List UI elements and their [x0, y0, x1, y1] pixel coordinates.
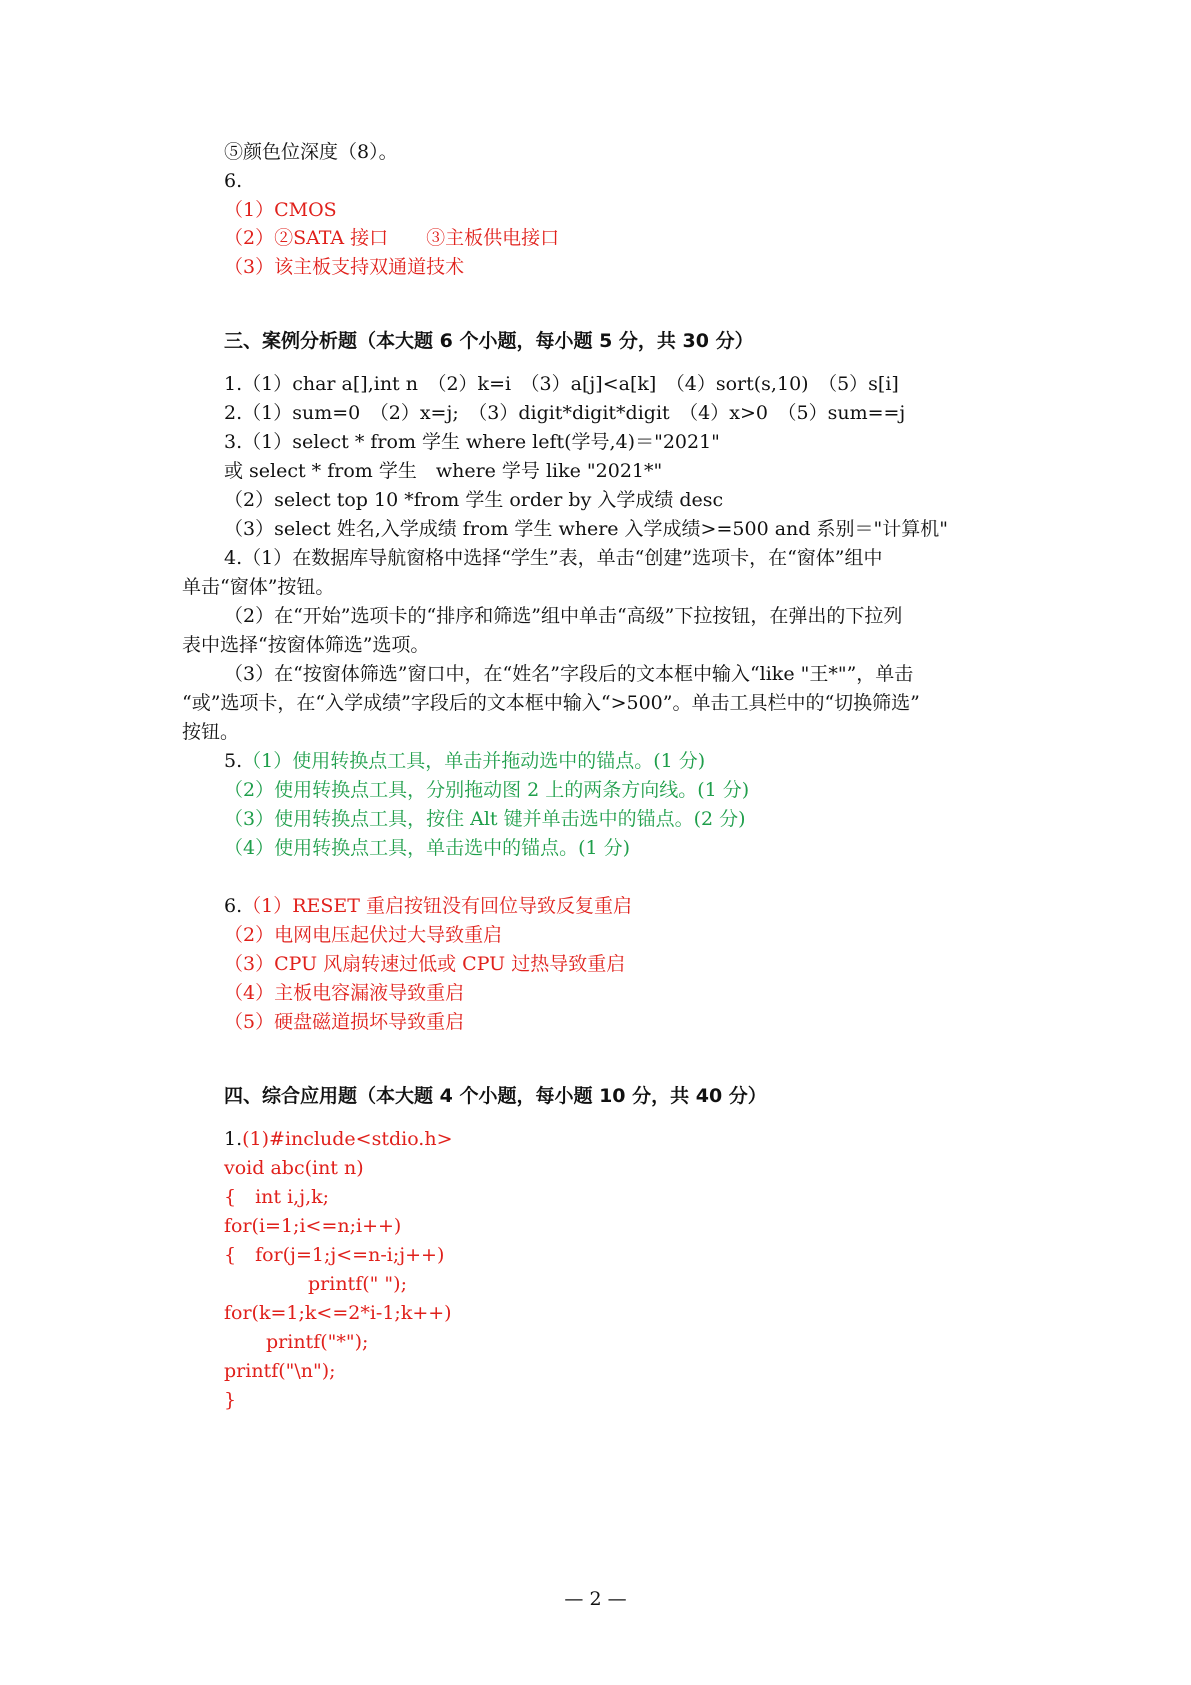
paragraph-line: （3）在“按窗体筛选”窗口中，在“姓名”字段后的文本框中输入“like "王*"”，单击 — [224, 663, 914, 685]
code-line: printf("*"); — [266, 1331, 369, 1353]
answer-line: （1）CMOS — [224, 199, 337, 221]
page-number: — 2 — — [564, 1588, 627, 1610]
paragraph-line: 表中选择“按窗体筛选”选项。 — [182, 634, 430, 656]
question-number: 1. — [224, 1128, 243, 1150]
code-line: printf("\n"); — [224, 1360, 336, 1382]
answer-line: （3）select 姓名,入学成绩 from 学生 where 入学成绩>=500 and 系别＝"计算机" — [224, 518, 948, 540]
paragraph-line: “或”选项卡，在“入学成绩”字段后的文本框中输入“>500”。单击工具栏中的“切换筛选” — [182, 692, 920, 714]
paragraph-line: 按钮。 — [182, 721, 240, 743]
code-text: (1)#include<stdio.h> — [242, 1128, 453, 1150]
answer-line: （2）电网电压起伏过大导致重启 — [224, 924, 503, 946]
answer-line: （3）该主板支持双通道技术 — [224, 256, 465, 278]
paragraph-line: 4.（1）在数据库导航窗格中选择“学生”表，单击“创建”选项卡，在“窗体”组中 — [224, 547, 883, 569]
answer-line: 3.（1）select * from 学生 where left(学号,4)＝"2021" — [224, 431, 720, 453]
question-line — [224, 1127, 453, 1151]
question-number: 5. — [224, 750, 243, 772]
question-number: 6. — [224, 895, 243, 917]
code-line: } — [224, 1389, 237, 1411]
code-line: for(k=1;k<=2*i-1;k++) — [224, 1302, 452, 1324]
answer-line: （2）使用转换点工具，分别拖动图 2 上的两条方向线。(1 分) — [224, 779, 750, 801]
code-line: for(i=1;i<=n;i++) — [224, 1215, 402, 1237]
question-number: 6. — [224, 170, 243, 192]
answer-line: 2.（1）sum=0 （2）x=j; （3）digit*digit*digit （4）x>0 （5）sum==j — [224, 402, 906, 424]
code-line: { int i,j,k; — [224, 1186, 330, 1208]
code-line: printf(" "); — [308, 1273, 407, 1295]
answer-line: （5）硬盘磁道损坏导致重启 — [224, 1011, 465, 1033]
paragraph-line: （2）在“开始”选项卡的“排序和筛选”组中单击“高级”下拉按钮，在弹出的下拉列 — [224, 605, 903, 627]
answer-line: （3）使用转换点工具，按住 Alt 键并单击选中的锚点。(2 分) — [224, 808, 746, 830]
text-line: ⑤颜色位深度（8）。 — [224, 141, 398, 163]
answer-line: 1.（1）char a[],int n （2）k=i （3）a[j]<a[k] （4）sort(s,10) （5）s[i] — [224, 373, 899, 395]
section-heading: 四、综合应用题（本大题 4 个小题，每小题 10 分，共 40 分） — [224, 1085, 767, 1107]
question-line — [224, 894, 632, 918]
section-heading: 三、案例分析题（本大题 6 个小题，每小题 5 分，共 30 分） — [224, 330, 754, 352]
answer-line: （4）使用转换点工具，单击选中的锚点。(1 分) — [224, 837, 631, 859]
code-line: { for(j=1;j<=n-i;j++) — [224, 1244, 445, 1266]
code-line: void abc(int n) — [224, 1157, 364, 1179]
answer-text: （1）使用转换点工具，单击并拖动选中的锚点。(1 分) — [242, 750, 706, 772]
answer-line: （4）主板电容漏液导致重启 — [224, 982, 465, 1004]
answer-line: （2）②SATA 接口 ③主板供电接口 — [224, 227, 560, 249]
answer-line: （3）CPU 风扇转速过低或 CPU 过热导致重启 — [224, 953, 626, 975]
answer-line: （2）select top 10 *from 学生 order by 入学成绩 desc — [224, 489, 724, 511]
answer-text: （1）RESET 重启按钮没有回位导致反复重启 — [242, 895, 633, 917]
answer-line: 或 select * from 学生 where 学号 like "2021*" — [224, 460, 663, 482]
paragraph-line: 单击“窗体”按钮。 — [182, 576, 335, 598]
question-line — [224, 749, 705, 773]
